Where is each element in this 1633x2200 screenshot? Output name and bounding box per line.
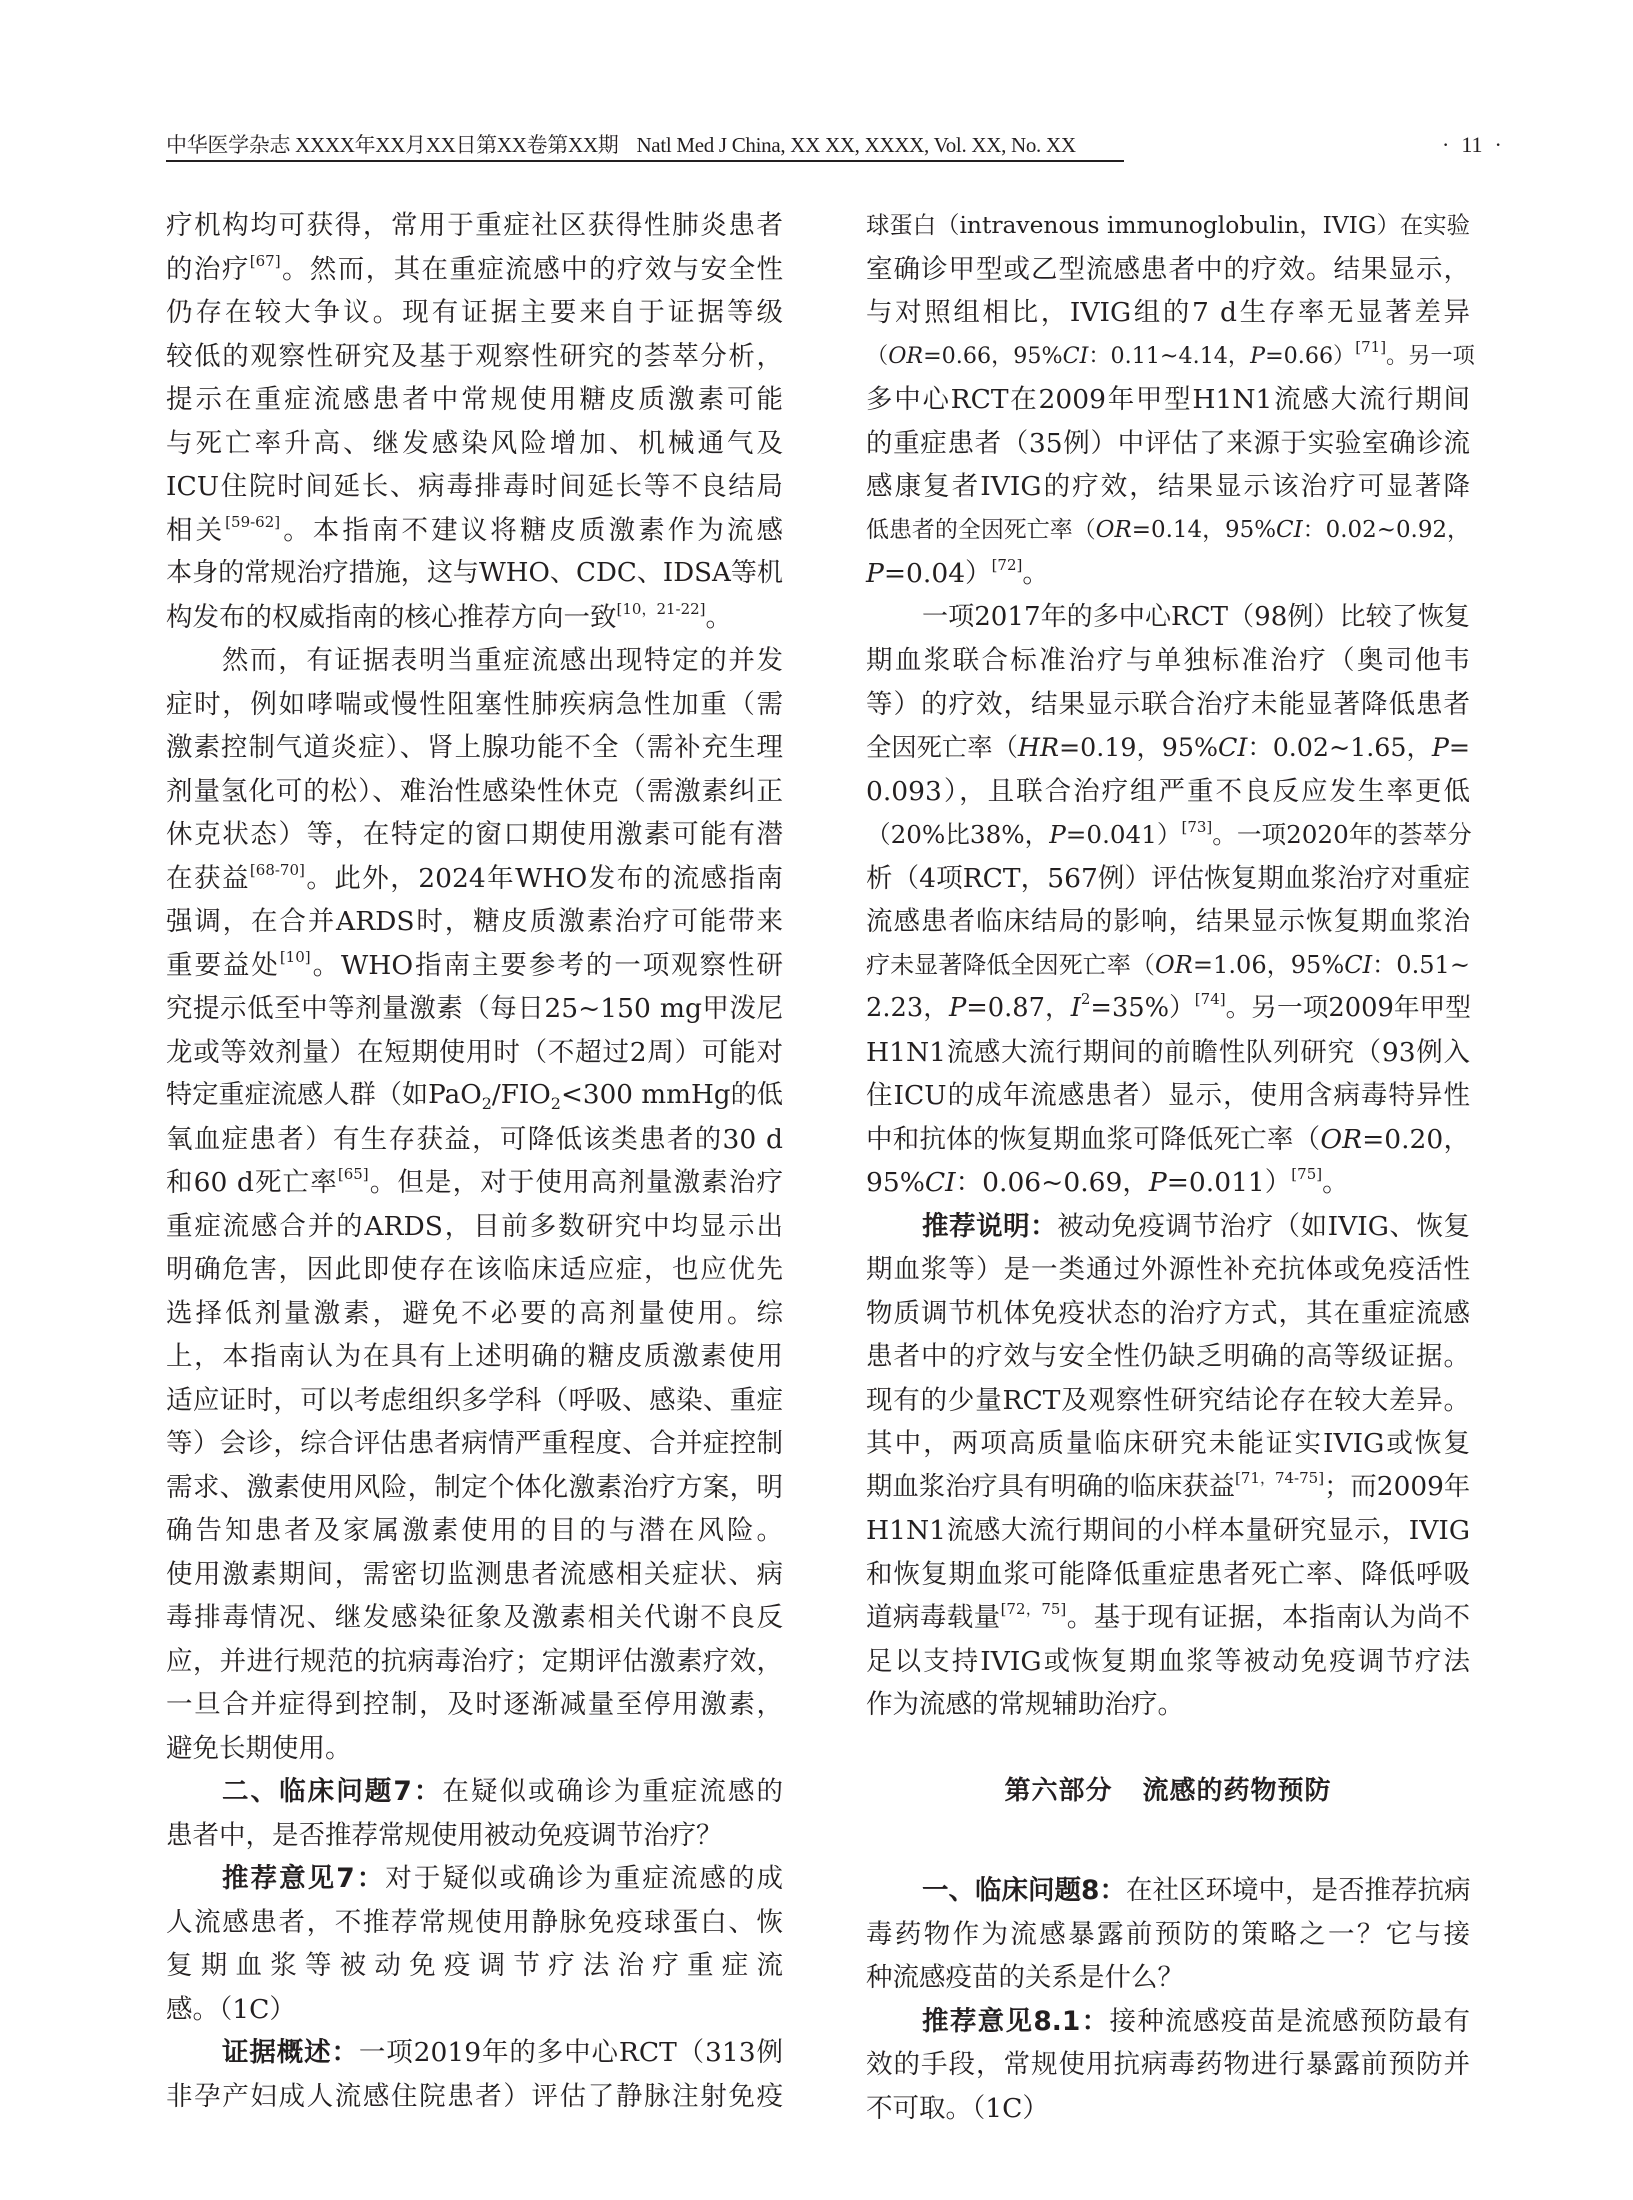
recommendation-label: 推荐意见7：	[222, 1863, 386, 1894]
question-label: 二、临床问题7：	[222, 1776, 443, 1807]
text-line: 的重症患者（35例）中评估了来源于实验室确诊流	[866, 427, 1470, 459]
text-line: 复期血浆等被动免疫调节疗法治疗重症流	[166, 1950, 783, 1981]
journal-name-en: Natl Med J China, XX XX, XXXX, Vol. XX, No. XX	[636, 133, 1076, 157]
text-line: ICU住院时间延长、病毒排毒时间延长等不良结局	[166, 471, 783, 502]
section-heading	[866, 1770, 1470, 1814]
text-line: 究提示低至中等剂量激素（每日25~150 mg甲泼尼	[166, 993, 783, 1024]
text-line: 特定重症流感人群（如$PaO_2/FIO_2<300$ mmHg的低	[166, 1080, 783, 1114]
paragraph-glucocorticoid-evidence	[166, 204, 783, 639]
clinical-question-7	[166, 1770, 783, 1857]
text-line: 足以支持IVIG或恢复期血浆等被动免疫调节疗法	[866, 1645, 1470, 1677]
text-line: 0.093），且联合治疗组严重不良反应发生率更低	[866, 775, 1470, 807]
text-line: （OR=0.66，95%CI：0.11~4.14，P=0.66）[71]。另一项	[866, 338, 1475, 369]
text-line: 与对照组相比，IVIG组的7 d生存率无显著差异	[866, 297, 1470, 328]
text-line: 现有的少量RCT及观察性研究结论存在较大差异。	[866, 1384, 1470, 1416]
text-line: 确告知患者及家属激素使用的目的与潜在风险。	[166, 1515, 783, 1546]
citation: [71]	[1355, 338, 1387, 357]
text-line: 球蛋白（intravenous immunoglobulin，IVIG）在实验	[866, 211, 1470, 239]
text-line: 期血浆治疗具有明确的临床获益[71，74-75]；而2009年	[866, 1468, 1471, 1502]
explanation-label: 推荐说明：	[922, 1210, 1058, 1242]
recommendation-label: 推荐意见8.1：	[922, 2005, 1110, 2037]
section-part: 第六部分	[1004, 1776, 1113, 1806]
text-line: 龙或等效剂量）在短期使用时（不超过2周）可能对	[166, 1036, 783, 1068]
text-line: 的治疗[67]。然而，其在重症流感中的疗效与安全性	[166, 251, 784, 285]
citation: [75]	[1291, 1165, 1323, 1184]
text-line: 析（4项RCT，567例）评估恢复期血浆治疗对重症	[866, 862, 1470, 894]
text-line: 证据概述：一项2019年的多中心RCT（313例	[222, 2037, 783, 2068]
text-line: 避免长期使用。	[166, 1732, 352, 1764]
text-line: 住ICU的成年流感患者）显示，使用含病毒特异性	[866, 1080, 1470, 1111]
text-line: 推荐意见7：对于疑似或确诊为重症流感的成	[222, 1863, 783, 1894]
text-line: 重症流感合并的ARDS，目前多数研究中均显示出	[166, 1210, 783, 1242]
text-line: 感康复者IVIG的疗效，结果显示该治疗可显著降	[866, 471, 1470, 502]
recommendation-explanation	[866, 1205, 1470, 1727]
recommendation-7	[166, 1857, 783, 2031]
text-line: 然而，有证据表明当重症流感出现特定的并发	[222, 645, 783, 676]
text-line: 95%CI：0.06~0.69，P=0.011）[75]。	[866, 1165, 1349, 1198]
text-line: 患者中，是否推荐常规使用被动免疫调节治疗？	[166, 1819, 723, 1851]
text-line: 二、临床问题7：在疑似或确诊为重症流感的	[222, 1776, 783, 1807]
citation: [73]	[1181, 817, 1213, 836]
text-line: 与死亡率升高、继发感染风险增加、机械通气及	[166, 427, 783, 459]
paragraph-special-indications	[166, 639, 783, 1770]
journal-name-cn: 中华医学杂志 XXXX年XX月XX日第XX卷第XX期	[166, 133, 619, 157]
text-line: 作为流感的常规辅助治疗。	[866, 1689, 1184, 1720]
right-column	[866, 204, 1475, 2130]
text-line: 在获益[68-70]。此外，2024年WHO发布的流感指南	[166, 860, 784, 894]
text-line: 仍存在较大争议。现有证据主要来自于证据等级	[166, 297, 783, 328]
text-line: 期血浆联合标准治疗与单独标准治疗（奥司他韦	[866, 645, 1470, 676]
text-line: 明确危害，因此即使存在该临床适应症，也应优先	[166, 1254, 783, 1285]
text-line: 非孕产妇成人流感住院患者）评估了静脉注射免疫	[166, 2080, 783, 2112]
text-line: 剂量氢化可的松）、难治性感染性休克（需激素纠正	[166, 775, 783, 807]
citation: [67]	[249, 251, 281, 270]
text-line: 毒排毒情况、继发感染征象及激素相关代谢不良反	[166, 1602, 783, 1633]
citation: [74]	[1194, 990, 1226, 1009]
text-line: 需求、激素使用风险，制定个体化激素治疗方案，明	[166, 1471, 783, 1503]
text-line: 其中，两项高质量临床研究未能证实IVIG或恢复	[866, 1428, 1470, 1459]
text-line: 毒药物作为流感暴露前预防的策略之一？它与接	[866, 1918, 1470, 1950]
text-line: 推荐说明：被动免疫调节治疗（如IVIG、恢复	[922, 1210, 1471, 1242]
page-number-value: 11	[1461, 132, 1483, 157]
text-line: 和恢复期血浆可能降低重症患者死亡率、降低呼吸	[866, 1558, 1470, 1590]
text-line: 疗机构均可获得，常用于重症社区获得性肺炎患者	[166, 210, 783, 241]
text-line: 强调，在合并ARDS时，糖皮质激素治疗可能带来	[166, 906, 783, 937]
text-line: 一项2017年的多中心RCT（98例）比较了恢复	[922, 601, 1470, 632]
text-line: 上，本指南认为在具有上述明确的糖皮质激素使用	[166, 1341, 783, 1372]
text-line: 物质调节机体免疫状态的治疗方式，其在重症流感	[866, 1297, 1470, 1329]
text-line: 相关[59-62]。本指南不建议将糖皮质激素作为流感	[166, 512, 784, 546]
citation: [68-70]	[249, 860, 305, 879]
citation: [10]	[279, 947, 311, 966]
text-line: 应，并进行规范的抗病毒治疗；定期评估激素疗效，	[166, 1645, 783, 1677]
text-line: （20%比38%，P=0.041）[73]。一项2020年的荟萃分	[866, 817, 1472, 849]
text-line: 种流感疫苗的关系是什么？	[866, 1962, 1184, 1993]
left-column	[166, 204, 783, 2118]
text-line: 选择低剂量激素，避免不必要的高剂量使用。综	[166, 1297, 783, 1329]
clinical-question-8	[866, 1869, 1470, 2000]
text-line: 中和抗体的恢复期血浆可降低死亡率（OR=0.20，	[866, 1123, 1470, 1155]
paragraph-convalescent-plasma	[866, 596, 1470, 1205]
text-line: 全因死亡率（HR=0.19，95%CI：0.02~1.65，P=	[866, 733, 1471, 762]
citation: [59-62]	[225, 512, 281, 531]
text-line: 效的手段，常规使用抗病毒药物进行暴露前预防并	[866, 2049, 1470, 2080]
text-line: 2.23，P=0.87，$I^2=35\%)[74]$。另一项2009年甲型	[866, 990, 1471, 1023]
section-title: 流感的药物预防	[1142, 1776, 1332, 1806]
text-line: 症时，例如哮喘或慢性阻塞性肺疾病急性加重（需	[166, 688, 783, 720]
page-dot-right: ·	[1494, 132, 1502, 157]
evidence-summary	[166, 2031, 783, 2118]
citation: [65]	[337, 1165, 369, 1184]
text-line: 人流感患者，不推荐常规使用静脉免疫球蛋白、恢	[166, 1906, 783, 1938]
text-line: 和60 d死亡率[65]。但是，对于使用高剂量激素治疗	[166, 1165, 784, 1198]
text-line: 使用激素期间，需密切监测患者流感相关症状、病	[166, 1558, 783, 1590]
text-line: 休克状态）等，在特定的窗口期使用激素可能有潜	[166, 819, 783, 850]
text-line: 低患者的全因死亡率（OR=0.14，95%CI：0.02~0.92，	[866, 516, 1470, 543]
text-line: H1N1流感大流行期间的小样本量研究显示，IVIG	[866, 1515, 1470, 1546]
text-line: 一、临床问题8：在社区环境中，是否推荐抗病	[922, 1875, 1471, 1906]
evidence-label: 证据概述：	[222, 2037, 359, 2068]
text-line: 室确诊甲型或乙型流感患者中的疗效。结果显示，	[866, 253, 1470, 285]
citation: [72，75]	[1000, 1600, 1067, 1619]
text-line: P=0.04）[72]。	[866, 556, 1049, 589]
page-dot-left: ·	[1442, 132, 1450, 157]
text-line: 道病毒载量[72，75]。基于现有证据，本指南认为尚不	[866, 1600, 1471, 1633]
question-label: 一、临床问题8：	[922, 1875, 1126, 1906]
text-line: 感。（1C）	[166, 1993, 296, 2025]
text-line: 等）的疗效，结果显示联合治疗未能显著降低患者	[866, 688, 1470, 720]
text-line: 等）会诊，综合评估患者病情严重程度、合并症控制	[166, 1428, 783, 1459]
citation: [72]	[991, 556, 1023, 575]
text-line: 构发布的权威指南的核心推荐方向一致[10，21-22]。	[166, 599, 733, 633]
text-line: 适应证时，可以考虑组织多学科（呼吸、感染、重症	[166, 1384, 783, 1416]
citation: [10，21-22]	[616, 599, 706, 618]
text-line: 多中心RCT在2009年甲型H1N1流感大流行期间	[866, 384, 1470, 415]
recommendation-8-1	[866, 2000, 1470, 2131]
text-line: 疗未显著降低全因死亡率（OR=1.06，95%CI：0.51~	[866, 950, 1471, 979]
running-header	[166, 130, 1124, 162]
text-line: 不可取。（1C）	[866, 2092, 1049, 2124]
text-line: 氧血症患者）有生存获益，可降低该类患者的30 d	[166, 1123, 783, 1155]
text-line: 激素控制气道炎症）、肾上腺功能不全（需补充生理	[166, 732, 783, 763]
text-line: 本身的常规治疗措施，这与WHO、CDC、IDSA等机	[166, 558, 783, 588]
text-line: 患者中的疗效与安全性仍缺乏明确的高等级证据。	[866, 1341, 1470, 1372]
text-line: 期血浆等）是一类通过外源性补充抗体或免疫活性	[866, 1254, 1470, 1285]
paragraph-ivig-studies	[866, 204, 1475, 596]
page-number	[1430, 130, 1514, 160]
citation: [71，74-75]	[1235, 1468, 1325, 1487]
text-line: 一旦合并症得到控制，及时逐渐减量至停用激素，	[166, 1689, 783, 1720]
text-line: 流感患者临床结局的影响，结果显示恢复期血浆治	[866, 906, 1470, 937]
text-line: 较低的观察性研究及基于观察性研究的荟萃分析，	[166, 340, 783, 372]
text-line: 推荐意见8.1：接种流感疫苗是流感预防最有	[922, 2005, 1470, 2037]
text-line: H1N1流感大流行期间的前瞻性队列研究（93例入	[866, 1036, 1470, 1068]
text-line: 提示在重症流感患者中常规使用糖皮质激素可能	[166, 384, 783, 415]
text-line: 重要益处[10]。WHO指南主要参考的一项观察性研	[166, 947, 784, 981]
